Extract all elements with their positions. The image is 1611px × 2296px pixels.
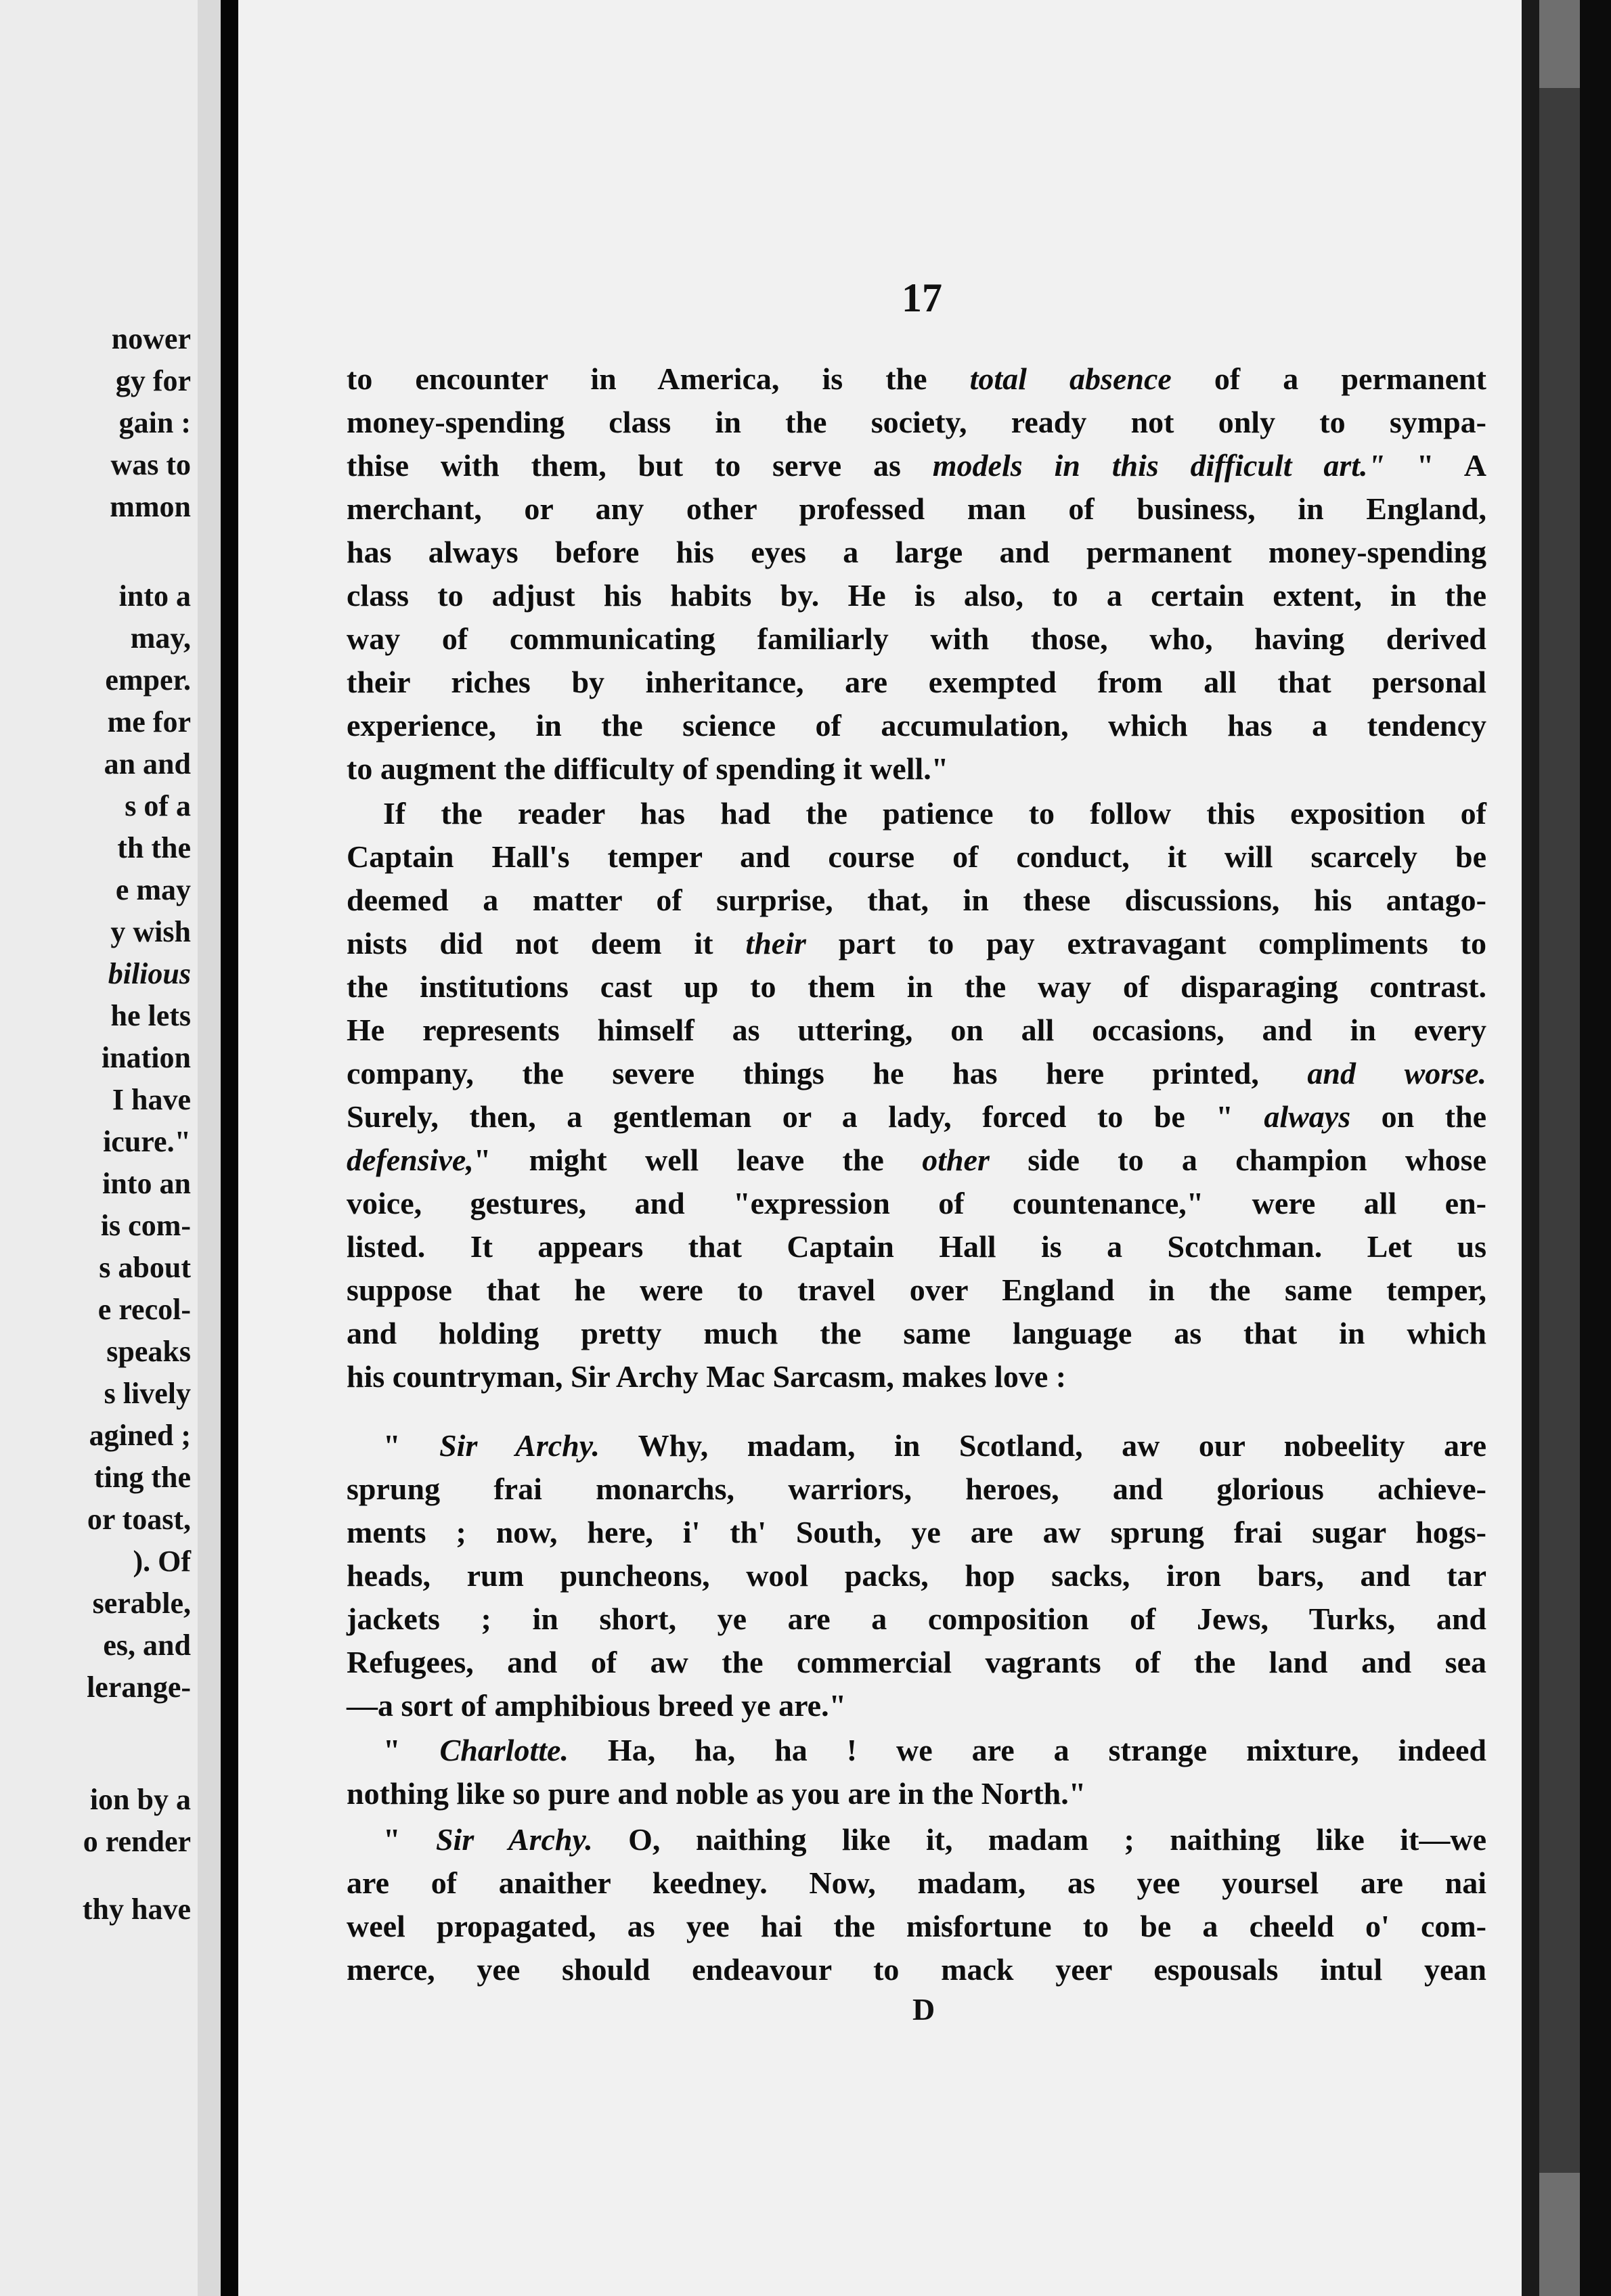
facing-page-line: serable, [92,1587,191,1620]
text-line: defensive," might well leave the other side to a champion whose [347,1143,1487,1177]
facing-page-line: ). Of [133,1545,191,1578]
text-line: class to adjust his habits by. He is also, to a certain extent, in the [347,578,1486,613]
text-line: jackets ; in short, ye are a composition of Jews, Turks, and [347,1602,1486,1636]
facing-page-line: speaks [106,1335,191,1368]
facing-page-line: ting the [94,1461,191,1494]
emphasis: models in this difficult art." [932,448,1386,483]
facing-page-line: y wish [110,915,191,948]
emphasis: other [922,1143,990,1177]
text-line: merchant, or any other professed man of business, in England, [347,491,1486,526]
facing-page-line: he lets [110,999,191,1032]
text-line: are of anaither keedney. Now, madam, as yee yoursel are nai [347,1866,1486,1900]
page-edge-stack [1539,88,1580,2173]
page-17 [238,0,1522,2296]
text-line: company, the severe things he has here printed, and worse. [347,1056,1486,1090]
emphasis: and worse. [1307,1056,1486,1090]
text-line: voice, gestures, and "expression of countenance," were all en- [347,1186,1486,1220]
text-line: nists did not deem it their part to pay extravagant compliments to [347,926,1486,961]
facing-page-line: ination [101,1041,191,1074]
text-line: merce, yee should endeavour to mack yeer espousals intul yean [347,1952,1486,1987]
facing-page-line: s lively [104,1377,191,1410]
facing-page-line: or toast, [87,1503,191,1536]
gutter-shadow [198,0,221,2296]
facing-page-line: emper. [105,663,191,697]
text-line: their riches by inheritance, are exempted from all that personal [347,665,1486,699]
emphasis: their [745,926,806,961]
text-line: —a sort of amphibious breed ye are." [347,1688,847,1723]
facing-page-line: may, [130,621,191,655]
quotation-start: " Sir Archy. O, naithing like it, madam ; naithing like it—we [383,1822,1486,1857]
speaker-name: Sir Archy. [439,1428,600,1463]
facing-page-line: I have [112,1083,191,1116]
page-number: 17 [902,275,942,320]
signature-mark: D [912,1992,935,2027]
facing-page-line: into a [118,579,191,613]
emphasis: always [1264,1099,1351,1134]
text-line: nothing like so pure and noble as you are in the North." [347,1776,1086,1811]
text-line: thise with them, but to serve as models in this difficult art." " A [347,448,1486,483]
text-line: the institutions cast up to them in the way of disparaging contrast. [347,969,1486,1004]
facing-page-line: is com- [100,1209,191,1242]
facing-page-line: an and [104,747,191,780]
emphasis: total absence [969,361,1172,396]
quotation-start: " Charlotte. Ha, ha, ha ! we are a strange mixture, indeed [383,1733,1486,1767]
facing-page-fragment [0,0,198,2296]
text-line: deemed a matter of surprise, that, in these discussions, his antago- [347,883,1486,917]
text-line: suppose that he were to travel over England in the same temper, [347,1273,1486,1307]
facing-page-line: nower [111,322,191,355]
speaker-name: Charlotte. [439,1733,569,1767]
facing-page-line: o render [83,1825,191,1858]
text-line: experience, in the science of accumulation, which has a tendency [347,708,1486,743]
text-line: Refugees, and of aw the commercial vagrants of the land and sea [347,1645,1486,1679]
text-line: He represents himself as uttering, on all occasions, and in every [347,1013,1486,1047]
facing-page-line: e may [115,873,191,906]
facing-page-line: was to [110,448,191,481]
facing-page-line: me for [107,705,191,738]
text-line: and holding pretty much the same language as that in which [347,1316,1486,1350]
speaker-name: Sir Archy. [435,1822,593,1857]
text-line: heads, rum puncheons, wool packs, hop sacks, iron bars, and tar [347,1558,1486,1593]
emphasis: defensive, [347,1143,474,1177]
text-line: has always before his eyes a large and permanent money-spending [347,535,1486,569]
facing-page-line: s of a [125,789,191,822]
facing-page-line: lerange- [87,1671,191,1704]
book-gutter [221,0,238,2296]
facing-page-line: ion by a [89,1783,191,1816]
text-line: ments ; now, here, i' th' South, ye are aw sprung frai sugar hogs- [347,1515,1486,1549]
text-line: listed. It appears that Captain Hall is a Scotchman. Let us [347,1229,1486,1264]
page-edge [1522,0,1539,2296]
facing-page-line: s about [99,1251,191,1284]
quotation-start: " Sir Archy. Why, madam, in Scotland, aw our nobeelity are [383,1428,1487,1463]
text-line: way of communicating familiarly with those, who, having derived [347,621,1486,656]
paragraph-start: If the reader has had the patience to follow this exposition of [383,796,1486,831]
text-line: to encounter in America, is the total absence of a permanent [347,361,1487,396]
text-line: money-spending class in the society, ready not only to sympa- [347,405,1486,439]
text-line: his countryman, Sir Archy Mac Sarcasm, makes love : [347,1359,1067,1394]
facing-page-line: es, and [103,1629,191,1662]
facing-page-line: icure." [103,1125,191,1158]
text-line: sprung frai monarchs, warriors, heroes, and glorious achieve- [347,1472,1486,1506]
facing-page-line: thy have [82,1893,191,1926]
text-line: to augment the difficulty of spending it well." [347,751,949,786]
text-line: Surely, then, a gentleman or a lady, forced to be " always on the [347,1099,1486,1134]
facing-page-line: into an [102,1167,191,1200]
facing-page-line: mmon [110,490,191,523]
facing-page-line: th the [117,831,191,864]
scan-border [1580,0,1611,2296]
facing-page-line: gain : [118,406,191,439]
text-line: weel propagated, as yee hai the misfortune to be a cheeld o' com- [347,1909,1486,1943]
facing-page-line: e recol- [97,1293,191,1326]
text-line: Captain Hall's temper and course of conduct, it will scarcely be [347,839,1486,874]
facing-page-line: gy for [115,364,191,397]
facing-page-line: agined ; [89,1419,191,1452]
facing-page-line: bilious [108,957,191,990]
